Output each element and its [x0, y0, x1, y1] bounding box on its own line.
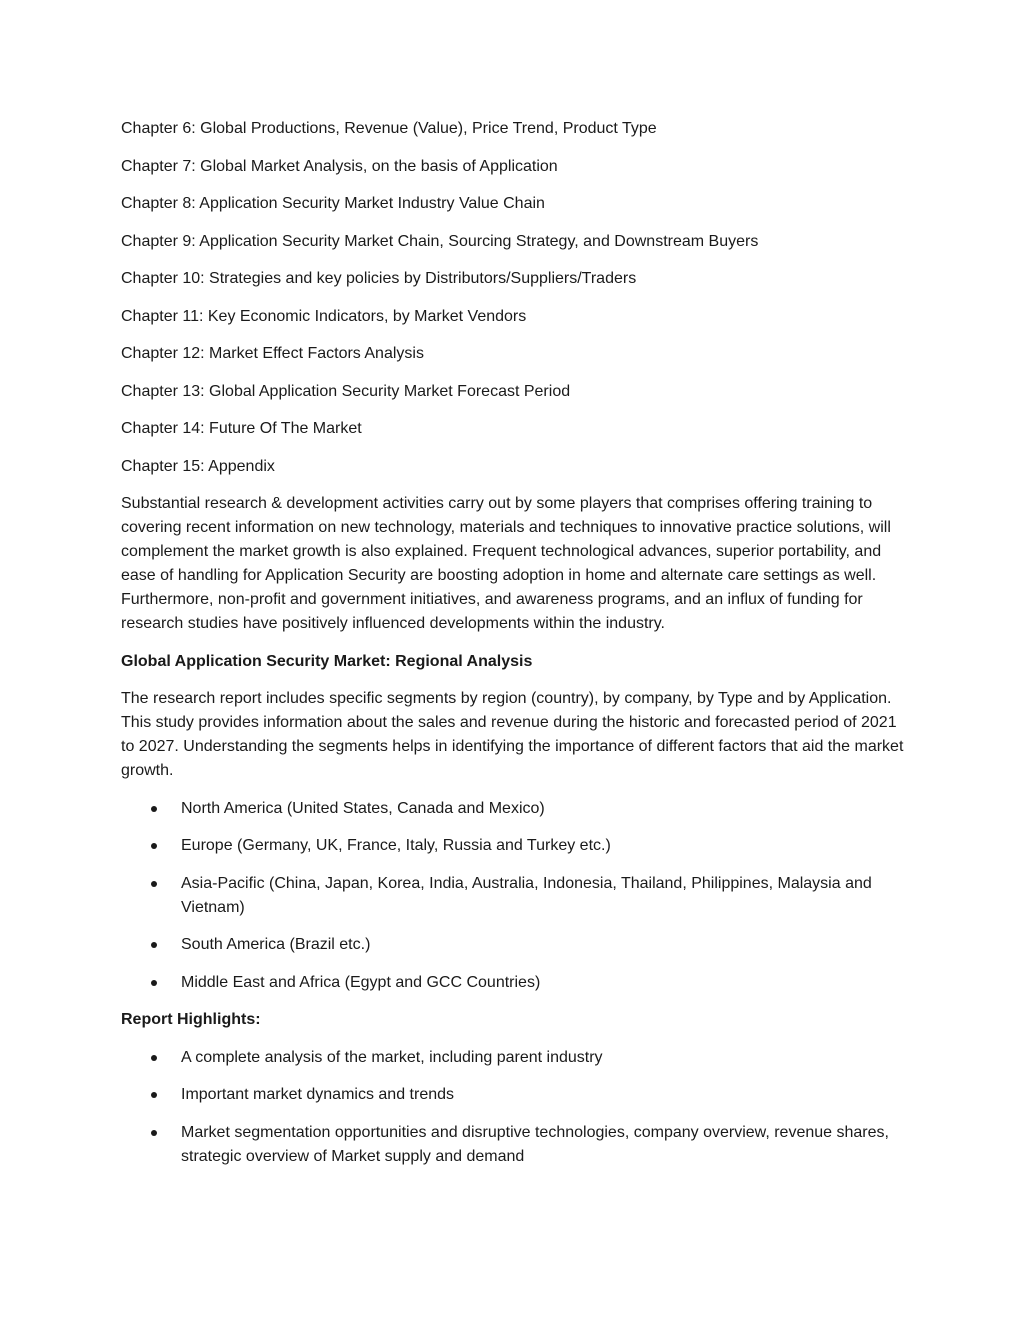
- region-list-item: [121, 933, 907, 957]
- chapter-item: Chapter 6: Global Productions, Revenue (Value), Price Trend, Product Type: [121, 120, 657, 137]
- chapter-item: Chapter 15: Appendix: [121, 457, 275, 475]
- region-list: [121, 797, 907, 995]
- chapter-item: Chapter 9: Application Security Market Chain, Sourcing Strategy, and Downstream Buyers: [121, 232, 759, 250]
- document-page: [121, 117, 907, 1182]
- bullet-icon: [151, 806, 157, 812]
- region-label: Middle East and Africa (Egypt and GCC Countries): [181, 973, 541, 991]
- chapter-item: Chapter 7: Global Market Analysis, on the basis of Application: [121, 157, 558, 175]
- highlight-label: Important market dynamics and trends: [181, 1086, 455, 1103]
- region-list-item: [121, 872, 907, 920]
- chapter-item: Chapter 10: Strategies and key policies by Distributors/Suppliers/Traders: [121, 270, 637, 287]
- regional-heading: Global Application Security Market: Regional Analysis: [121, 652, 533, 670]
- bullet-icon: [151, 1130, 157, 1136]
- chapter-item: Chapter 13: Global Application Security Market Forecast Period: [121, 382, 571, 400]
- intro-paragraph: Substantial research & development activities carry out by some players that comprises offering training to covering recent information on new technology, materials and techniques to innovative practice solutions, will complement the market growth is also explained. Frequent technological advances, superior portability, and ease of handling for Application Security are boosting adoption in home and alternate care settings as well. Furthermore, non-profit and government initiatives, and awareness programs, and an influx of funding for research studies have positively influenced developments within the industry.: [121, 495, 891, 632]
- highlight-label: A complete analysis of the market, including parent industry: [181, 1048, 603, 1066]
- chapter-item: Chapter 11: Key Economic Indicators, by Market Vendors: [121, 307, 527, 325]
- bullet-icon: [151, 881, 157, 887]
- highlights-heading: Report Highlights:: [121, 1011, 261, 1028]
- region-label: Asia-Pacific (China, Japan, Korea, India, Australia, Indonesia, Thailand, Philippines, Malaysia and Vietnam): [181, 874, 872, 916]
- region-label: Europe (Germany, UK, France, Italy, Russia and Turkey etc.): [181, 837, 611, 854]
- bullet-icon: [151, 1092, 157, 1098]
- chapter-item: Chapter 12: Market Effect Factors Analysis: [121, 345, 424, 362]
- region-list-item: [121, 797, 907, 821]
- region-list-item: [121, 971, 907, 995]
- highlight-list-item: [121, 1083, 907, 1107]
- chapter-item: Chapter 8: Application Security Market Industry Value Chain: [121, 195, 545, 212]
- bullet-icon: [151, 942, 157, 948]
- bullet-icon: [151, 980, 157, 986]
- bullet-icon: [151, 1055, 157, 1061]
- highlight-label: Market segmentation opportunities and disruptive technologies, company overview, revenue shares, strategic overview of Market supply and demand: [181, 1123, 889, 1165]
- highlight-list-item: [121, 1121, 907, 1169]
- regional-paragraph: The research report includes specific segments by region (country), by company, by Type and by Application. This study provides information about the sales and revenue during the historic and forecasted period of 2021 to 2027. Understanding the segments helps in identifying the importance of different factors that aid the market growth.: [121, 690, 904, 779]
- chapter-item: Chapter 14: Future Of The Market: [121, 420, 362, 437]
- region-label: South America (Brazil etc.): [181, 936, 371, 953]
- region-label: North America (United States, Canada and Mexico): [181, 799, 545, 817]
- region-list-item: [121, 834, 907, 858]
- chapter-list: [121, 117, 907, 479]
- highlights-list: [121, 1046, 907, 1169]
- bullet-icon: [151, 843, 157, 849]
- highlight-list-item: [121, 1046, 907, 1070]
